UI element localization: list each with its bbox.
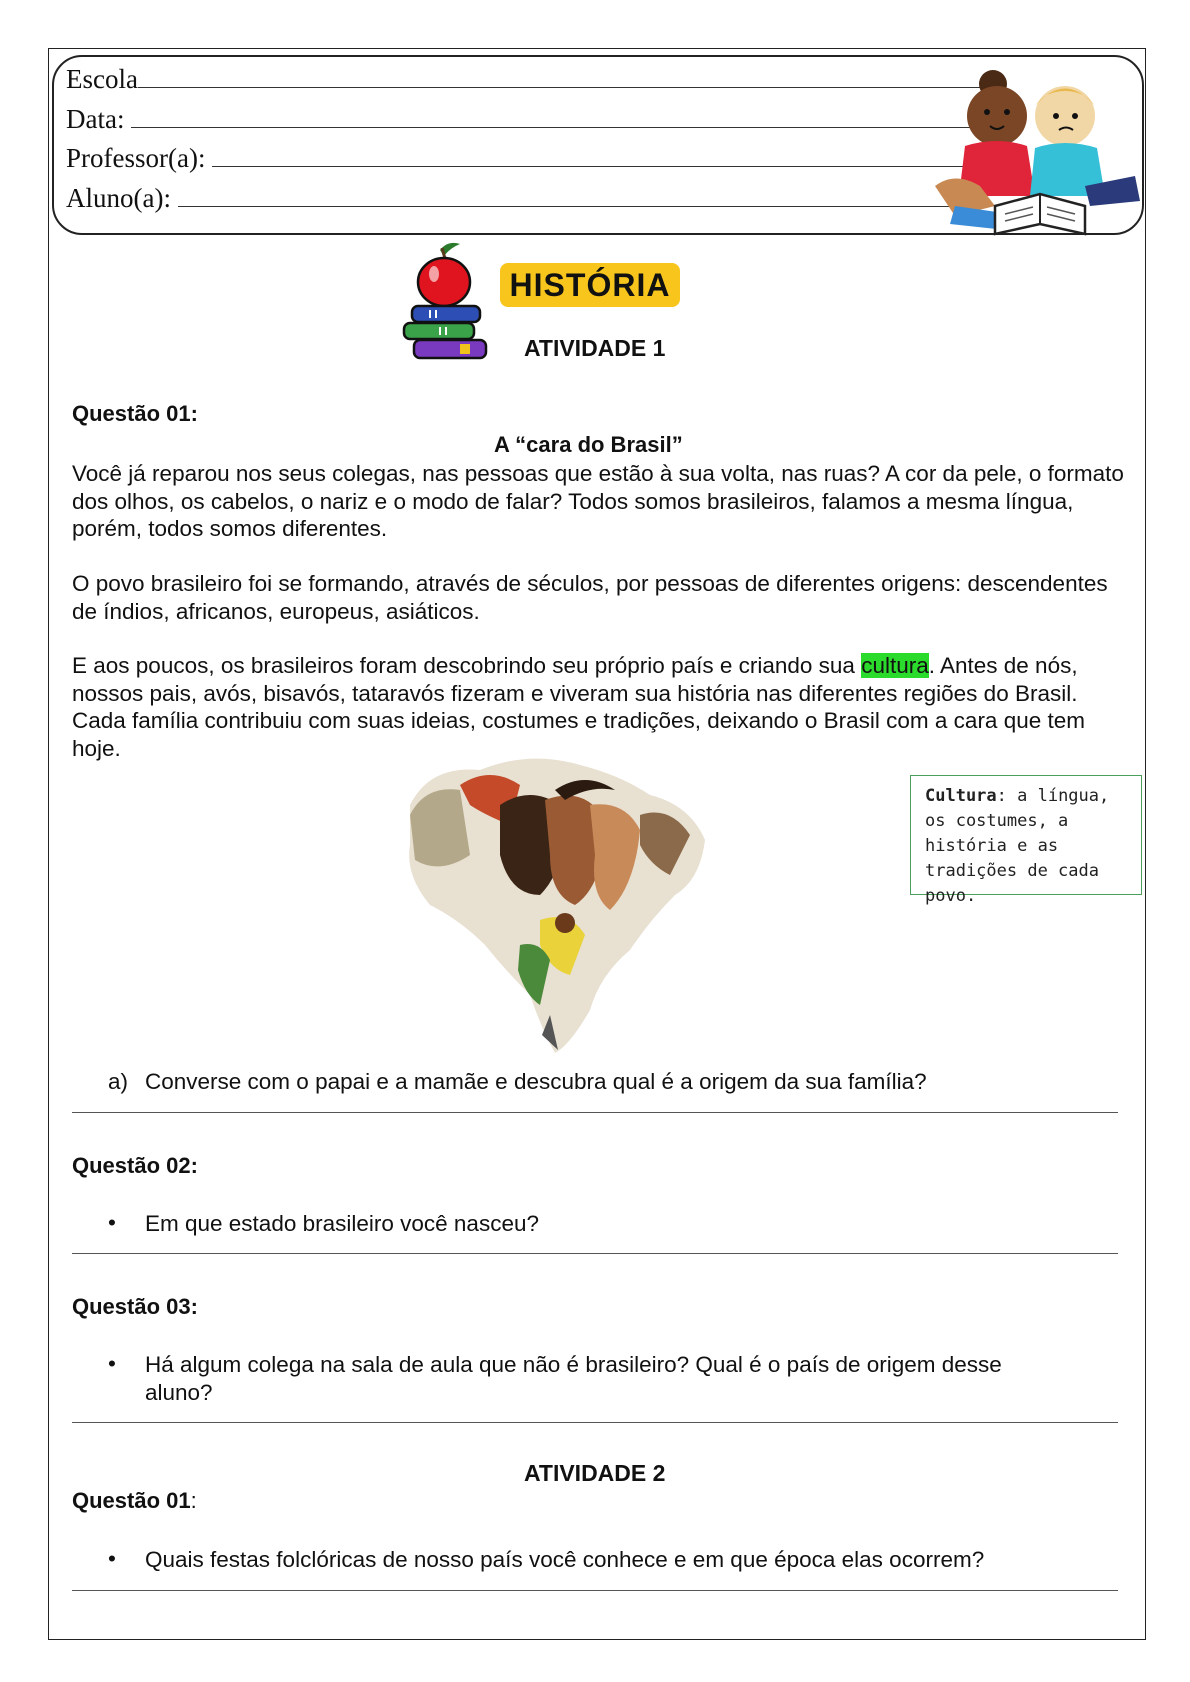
- answer-line-a[interactable]: [72, 1112, 1118, 1113]
- professor-line: [66, 143, 982, 174]
- apple-books-icon: [400, 240, 500, 365]
- subject-badge: HISTÓRIA: [500, 263, 680, 307]
- bullet-q2: •: [108, 1210, 116, 1235]
- aluno-label: Aluno(a):: [66, 183, 171, 213]
- questao03-label: Questão 03:: [72, 1294, 198, 1319]
- atividade2-questao01-colon: :: [190, 1488, 197, 1513]
- professor-field[interactable]: [212, 162, 982, 167]
- questao02-text: Em que estado brasileiro você nasceu?: [145, 1211, 539, 1236]
- questao02-label: Questão 02:: [72, 1153, 198, 1178]
- answer-line-q3[interactable]: [72, 1422, 1118, 1423]
- aluno-line: [66, 183, 988, 214]
- aluno-field[interactable]: [178, 202, 988, 207]
- cultura-glossary-box: [910, 775, 1142, 906]
- glossary-definition: : a língua, os costumes, a história e as tradições de cada povo.: [925, 786, 1110, 906]
- data-label: Data:: [66, 104, 125, 134]
- bullet-q3: •: [108, 1351, 116, 1376]
- paragraph-3-end: . Antes de nós, nossos pais, avós, bisavós, tataravós fizeram e viveram sua história nas diferentes regiões do Brasil. Cada família contribuiu com suas ideias, costumes e tradições, deixando o Brasil com a cara que tem hoje.: [72, 653, 1085, 761]
- data-field[interactable]: [131, 123, 986, 128]
- cultura-highlight: cultura: [861, 653, 929, 678]
- atividade1-title: ATIVIDADE 1: [524, 335, 666, 361]
- text-title: A “cara do Brasil”: [494, 432, 683, 457]
- item-a-text: Converse com o papai e a mamãe e descubra qual é a origem da sua família?: [145, 1069, 927, 1094]
- escola-label: Escola: [66, 64, 138, 94]
- paragraph-2: O povo brasileiro foi se formando, através de séculos, por pessoas de diferentes origens: descendentes de índios, africanos, europeus, asiáticos.: [72, 571, 1108, 624]
- questao03-text: Há algum colega na sala de aula que não é brasileiro? Qual é o país de origem desse aluno?: [145, 1352, 1002, 1405]
- questao01-label: Questão 01:: [72, 401, 198, 426]
- atividade2-questao01-text: Quais festas folclóricas de nosso país você conhece e em que época elas ocorrem?: [145, 1547, 985, 1572]
- paragraph-3-start: E aos poucos, os brasileiros foram descobrindo seu próprio país e criando sua: [72, 653, 862, 678]
- escola-line: [66, 64, 998, 95]
- atividade2-questao01-label: Questão 01: [72, 1488, 191, 1513]
- data-line: [66, 104, 986, 135]
- escola-field[interactable]: [138, 83, 998, 88]
- answer-line-q2[interactable]: [72, 1253, 1118, 1254]
- atividade2-title: ATIVIDADE 2: [524, 1460, 666, 1486]
- brazil-faces-map: [390, 745, 730, 1060]
- answer-line-a2q1[interactable]: [72, 1590, 1118, 1591]
- atividade2-questao01: [72, 1488, 197, 1514]
- professor-label: Professor(a):: [66, 143, 206, 173]
- item-a-marker: a): [108, 1069, 129, 1094]
- bullet-a2q1: •: [108, 1546, 116, 1571]
- glossary-term: Cultura: [925, 786, 997, 806]
- reading-kids-illustration: [935, 66, 1145, 236]
- paragraph-1: Você já reparou nos seus colegas, nas pessoas que estão à sua volta, nas ruas? A cor da pele, o formato dos olhos, os cabelos, o nariz e o modo de falar? Todos somos brasileiros, falamos a mesma língua, porém, todos somos diferentes.: [72, 461, 1124, 541]
